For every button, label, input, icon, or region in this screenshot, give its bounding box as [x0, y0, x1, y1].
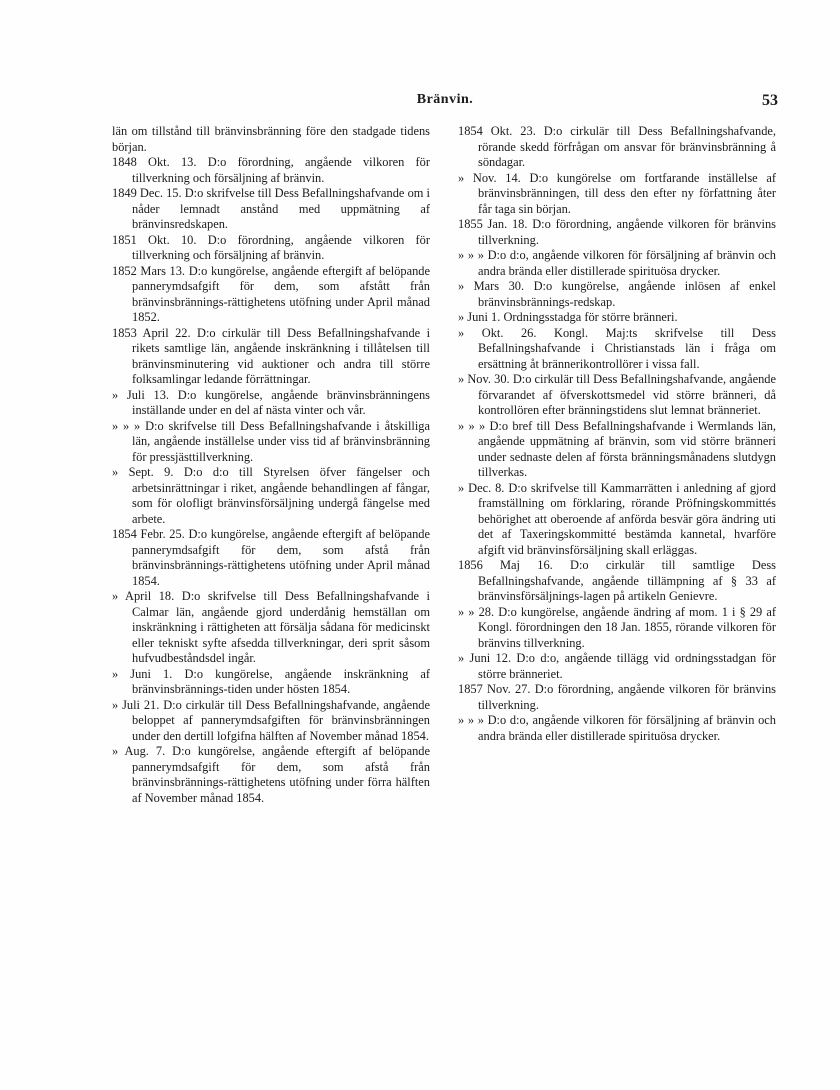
- entry-text: D:o skrifvelse till Dess Befallningshafvande om i nåder lemnadt anstånd med uppmätning af bränvinsredskapen.: [132, 186, 430, 231]
- register-entry: [112, 264, 430, 326]
- entry-date: » Juni 1.: [112, 666, 173, 681]
- entry-date: » April 18.: [112, 589, 175, 603]
- register-entry: [458, 124, 776, 171]
- entry-text: D:o kungörelse, angående inlösen af enkel bränvinsbrännings-redskap.: [478, 279, 776, 309]
- left-column: [112, 124, 430, 806]
- register-entry: [458, 713, 776, 744]
- register-entry: [112, 527, 430, 589]
- register-entry: [112, 667, 430, 698]
- entry-date: » » »: [458, 713, 484, 727]
- entry-text: Kongl. Maj:ts skrifvelse till Dess Befallningshafvande i Christianstads län i fråga om ersättning åt brännerikontrollörer i vissa fall.: [478, 325, 776, 371]
- entry-date: » Nov. 14.: [458, 170, 521, 185]
- register-entry: [458, 326, 776, 373]
- register-entry: [112, 155, 430, 186]
- register-entry: [458, 682, 776, 713]
- entry-text: D:o förordning, angående vilkoren för bränvins tillverkning.: [478, 217, 776, 247]
- entry-date: » Juni 12.: [458, 651, 512, 665]
- register-entry: [458, 310, 776, 326]
- right-column: [458, 124, 776, 744]
- entry-text: D:o d:o, angående vilkoren för försäljning af bränvin och andra brända eller distillerade spirituösa drycker.: [478, 713, 776, 743]
- entry-date: 1851 Okt. 10.: [112, 232, 197, 247]
- entry-date: 1854 Febr. 25.: [112, 527, 185, 541]
- register-entry: [458, 217, 776, 248]
- entry-date: 1848 Okt. 13.: [112, 155, 197, 169]
- entry-date: » Juli 21.: [112, 697, 160, 712]
- register-entry: [112, 388, 430, 419]
- entry-text: D:o skrifvelse till Kammarrätten i anledning af gjord framställning om förklaring, rörande Pröfningskommittés behörighet att oberoende af anförda besvär göra ändring uti det af Taxeringskommitté bestämda kannetal, hvarföre afgift vid bränvinsförsäljning skall erläggas.: [478, 480, 776, 557]
- register-entry: [458, 372, 776, 419]
- entry-date: 1853 April 22.: [112, 325, 191, 340]
- register-entry: [458, 605, 776, 652]
- entry-text: D:o förordning, angående vilkoren för bränvins tillverkning.: [478, 682, 776, 712]
- entry-text: D:o kungörelse, angående bränvinsbränningens inställande under en del af nästa vinter och vår.: [132, 387, 430, 417]
- page-title: Bränvin.: [416, 92, 474, 107]
- entry-text: D:o cirkulär till Dess Befallningshafvande, angående förvarandet af öfverskottsmedel vid större bränneri, då kontrollören efter bränningstidens slut lemnat bränneriet.: [478, 372, 776, 417]
- register-entry: [112, 124, 430, 155]
- register-entry: [112, 698, 430, 745]
- entry-date: » Aug. 7.: [112, 744, 166, 758]
- entry-text: D:o skrifvelse till Dess Befallningshafvande i åtskilliga län, angående inställelse under viss tid af bränvinsbränning för pressjästtillverkning.: [132, 418, 430, 464]
- entry-text: D:o skrifvelse till Dess Befallningshafvande i Calmar län, angående gjord underdånig hemställan om inskränkning i rättigheten att försälja sådana för medicinskt eller tekniskt syfte afsedda tillverkningar, deri sprit såsom hufvudbeståndsdel ingår.: [132, 589, 430, 665]
- register-entry: [112, 326, 430, 388]
- entry-date: » Juni 1.: [458, 310, 501, 324]
- register-entry: [112, 233, 430, 264]
- register-entry: [458, 481, 776, 559]
- entry-date: 1852 Mars 13.: [112, 263, 186, 278]
- register-entry: [458, 419, 776, 481]
- entry-text: D:o bref till Dess Befallningshafvande i Wermlands län, angående uppmätning af bränvin, som vid större bränneri under sednaste delen af första bränningsmånadens slutdygn tillverkas.: [478, 418, 776, 479]
- entry-text: D:o d:o, angående vilkoren för försäljning af bränvin och andra brända eller distillerade spirituösa drycker.: [478, 248, 776, 278]
- register-entry: [112, 744, 430, 806]
- entry-text: D:o cirkulär till Dess Befallningshafvande, rörande skedd förfrågan om ansvar för bränvinsbränning å söndagar.: [478, 124, 776, 169]
- entry-text: D:o förordning, angående vilkoren för tillverkning och försäljning af bränvin.: [132, 232, 430, 262]
- register-entry: [458, 651, 776, 682]
- page-number: 53: [762, 92, 778, 109]
- entry-text: D:o cirkulär till Dess Befallningshafvande i rikets samtlige län, angående inskränkning i tillåtelsen till bränvinsminutering vid auktioner och andra till större folksamlingar ledande förrättningar.: [132, 325, 431, 386]
- register-entry: [112, 186, 430, 233]
- entry-date: 1854 Okt. 23.: [458, 124, 536, 138]
- entry-date: 1857 Nov. 27.: [458, 682, 531, 696]
- entry-date: » » »: [458, 248, 484, 262]
- entry-date: » Nov. 30.: [458, 372, 510, 386]
- entry-date: » Mars 30.: [458, 279, 525, 293]
- register-entry: [112, 419, 430, 466]
- entry-text: D:o d:o till Styrelsen öfver fängelser och arbetsinrättningar i riket, angående behandlingen af fångar, som för olofligt bränvinsförsäljning undergå fängelse med arbete.: [132, 465, 430, 526]
- entry-date: » Dec. 8.: [458, 480, 505, 495]
- entry-text: D:o kungörelse, angående eftergift af belöpande pannerymdsafgift för dem, som afstå från bränvinsbrännings-rättighetens utöfning under förra hälften af November månad 1854.: [132, 744, 430, 805]
- register-entry: [458, 558, 776, 605]
- register-entry: [112, 589, 430, 667]
- entry-date: » » »: [458, 418, 486, 433]
- register-entry: [458, 248, 776, 279]
- entry-text: län om tillstånd till bränvinsbränning före den stadgade tidens början.: [112, 124, 430, 154]
- entry-text: D:o kungörelse, angående inskränkning af bränvinsbrännings-tiden under hösten 1854.: [132, 666, 430, 696]
- entry-date: 1856 Maj 16.: [458, 558, 553, 572]
- running-head: [112, 92, 778, 112]
- entry-text: D:o kungörelse, angående ändring af mom. 1 i § 29 af Kongl. förordningen den 18 Jan. 1855, rörande vilkoren för bränvins tillverkning.: [478, 604, 776, 650]
- entry-text: D:o kungörelse, angående eftergift af belöpande pannerymdsafgift för dem, som afstå från bränvinsbrännings-rättighetens utöfning under April månad 1854.: [132, 527, 430, 588]
- entry-text: Ordningsstadga för större bränneri.: [503, 310, 678, 324]
- entry-text: D:o cirkulär till samtlige Dess Befallningshafvande, angående tillämpning af § 33 af bränvinsförsäljnings-lagen på artikeln Genievre.: [478, 558, 776, 603]
- entry-date: » » 28.: [458, 604, 495, 619]
- register-entry: [458, 171, 776, 218]
- entry-date: » Sept. 9.: [112, 465, 174, 479]
- register-entry: [458, 279, 776, 310]
- entry-text: D:o förordning, angående vilkoren för tillverkning och försäljning af bränvin.: [132, 155, 430, 185]
- entry-text: D:o kungörelse om fortfarande inställelse af bränvinsbränningen, till dess den efter ny författning åter får taga sin början.: [478, 170, 776, 216]
- entry-date: 1849 Dec. 15.: [112, 186, 182, 200]
- register-entry: [112, 465, 430, 527]
- entry-text: D:o kungörelse, angående eftergift af belöpande pannerymdsafgift för dem, som afstått från bränvinsbrännings-rättighetens utöfning under April månad 1852.: [132, 263, 430, 324]
- entry-date: » Okt. 26.: [458, 325, 537, 340]
- entry-date: » » »: [112, 418, 141, 433]
- entry-date: 1855 Jan. 18.: [458, 217, 528, 231]
- entry-date: » Juli 13.: [112, 387, 170, 402]
- entry-text: D:o cirkulär till Dess Befallningshafvande, angående beloppet af pannerymdsafgiften för bränvinsbränningen under den dertill lofgifna hälften af November månad 1854.: [132, 697, 431, 743]
- entry-text: D:o d:o, angående tillägg vid ordningsstadgan för större bränneriet.: [478, 651, 776, 681]
